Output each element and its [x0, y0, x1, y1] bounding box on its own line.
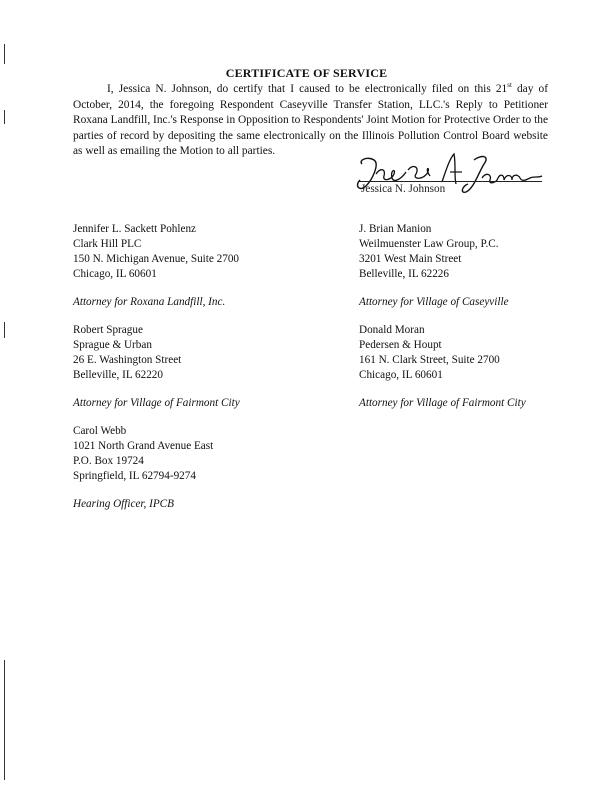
certificate-intro: I, Jessica N. Johnson, do certify that I caused to be electronically filed on this 21 — [107, 83, 508, 95]
margin-mark — [4, 322, 5, 338]
margin-mark — [4, 110, 5, 124]
certificate-statement: day of October, 2014, the foregoing Respondent Caseyville Transfer Station, LLC.'s Reply to Petitioner Roxana Landfill, Inc.'s Response in Opposition to Respondents' Joint Motion for Protective Order to the parties of record by depositing the same electronically on the Illinois Pollution Control Board website as well as emailing the Motion to all parties. — [73, 83, 548, 158]
entry-role: Hearing Officer, IPCB — [73, 498, 174, 510]
entry-name: J. Brian Manion — [359, 223, 432, 235]
entry-firm: Pedersen & Houpt — [359, 339, 442, 351]
signer-name: Jessica N. Johnson — [361, 183, 446, 195]
entry-street: 3201 West Main Street — [359, 253, 462, 265]
entry-street: 161 N. Clark Street, Suite 2700 — [359, 354, 500, 366]
entry-street: 1021 North Grand Avenue East — [73, 440, 214, 452]
entry-firm: Weilmuenster Law Group, P.C. — [359, 238, 499, 250]
service-entry — [73, 424, 213, 484]
service-entry — [73, 222, 239, 282]
entry-name: Carol Webb — [73, 425, 127, 437]
entry-role: Attorney for Village of Fairmont City — [359, 397, 526, 409]
entry-name: Donald Moran — [359, 324, 425, 336]
entry-pobox: P.O. Box 19724 — [73, 455, 144, 467]
service-entry — [359, 323, 500, 383]
entry-role: Attorney for Roxana Landfill, Inc. — [73, 296, 226, 308]
entry-city: Chicago, IL 60601 — [73, 268, 157, 280]
service-entry — [73, 323, 181, 383]
margin-mark — [4, 660, 5, 780]
entry-name: Robert Sprague — [73, 324, 143, 336]
entry-city: Chicago, IL 60601 — [359, 369, 443, 381]
certificate-title: CERTIFICATE OF SERVICE — [225, 66, 388, 80]
entry-street: 150 N. Michigan Avenue, Suite 2700 — [73, 253, 240, 265]
signature-line — [359, 181, 542, 182]
entry-street: 26 E. Washington Street — [73, 354, 182, 366]
entry-role: Attorney for Village of Fairmont City — [73, 397, 240, 409]
entry-firm: Clark Hill PLC — [73, 238, 142, 250]
entry-firm: Sprague & Urban — [73, 339, 152, 351]
day-suffix: st — [507, 81, 512, 90]
margin-mark — [4, 44, 5, 64]
entry-city: Belleville, IL 62220 — [73, 369, 163, 381]
entry-city: Belleville, IL 62226 — [359, 268, 449, 280]
entry-city: Springfield, IL 62794-9274 — [73, 470, 196, 482]
entry-role: Attorney for Village of Caseyville — [359, 296, 509, 308]
entry-name: Jennifer L. Sackett Pohlenz — [73, 223, 197, 235]
service-entry — [359, 222, 499, 282]
certificate-body — [73, 82, 548, 160]
